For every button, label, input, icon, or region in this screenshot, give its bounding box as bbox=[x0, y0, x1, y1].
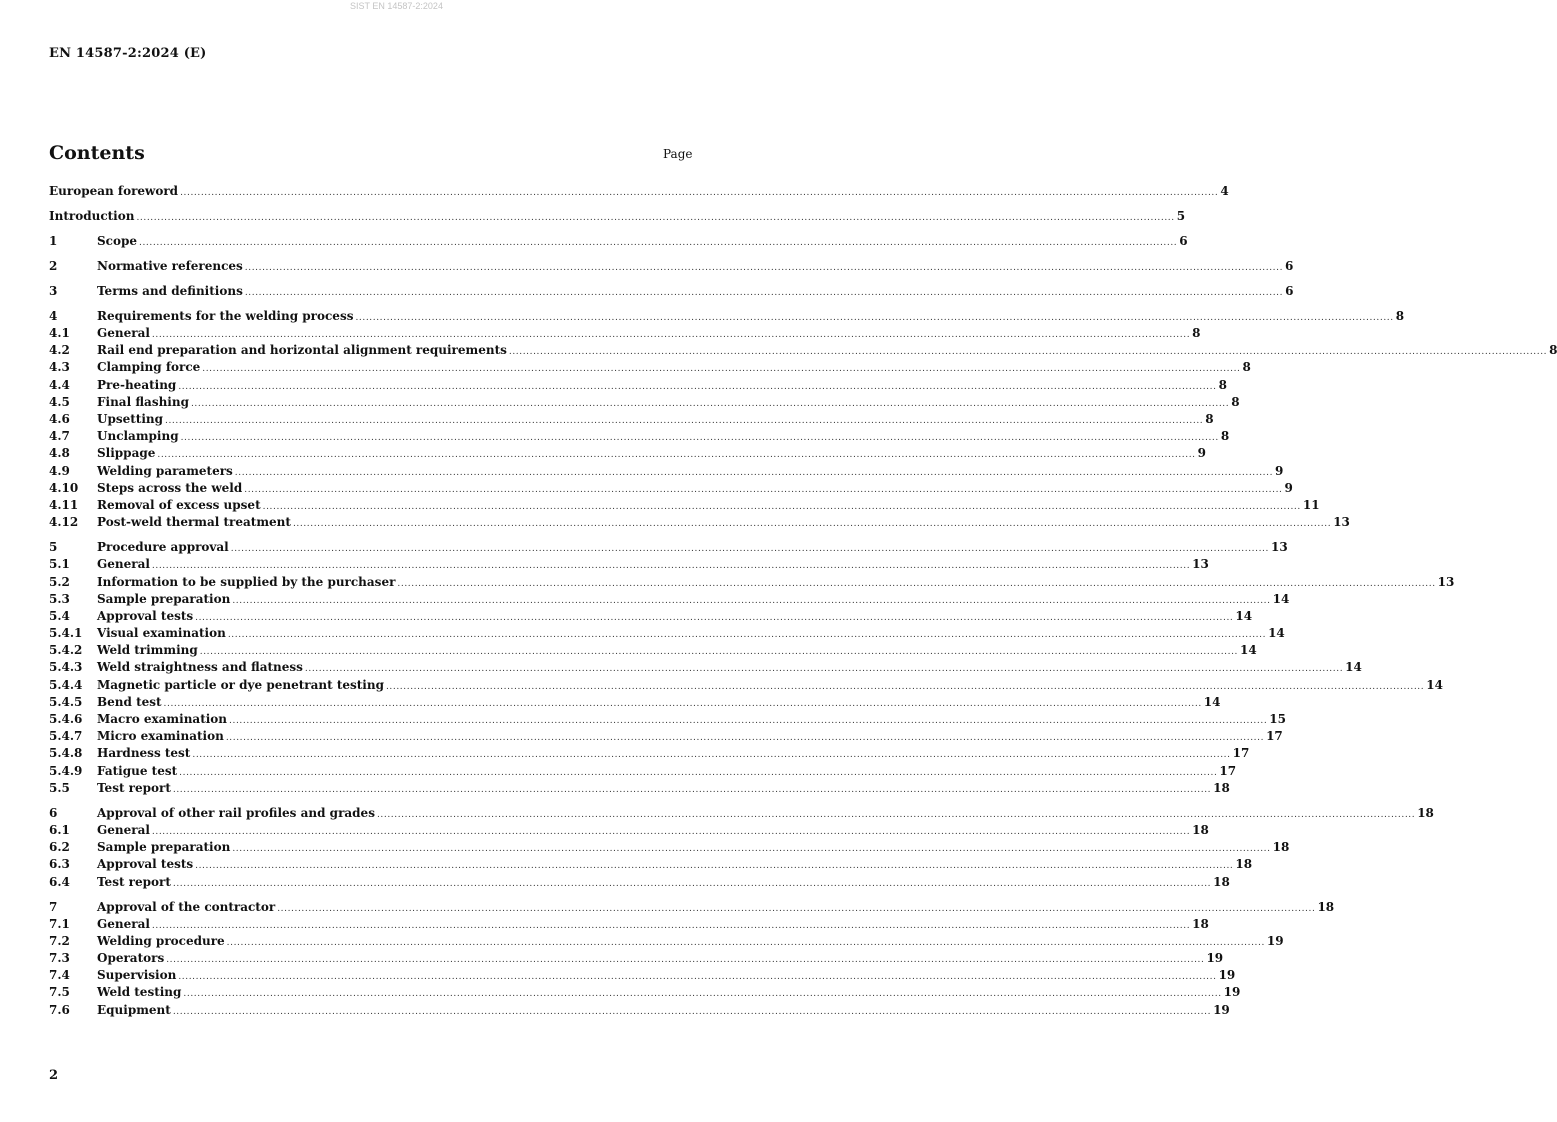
toc-entry-page: 6 bbox=[1179, 233, 1188, 248]
toc-entry-number: 4.7 bbox=[49, 429, 70, 444]
toc-dot-leader: ............................................................................................................................................................................................................................................................................................................ bbox=[172, 784, 1212, 795]
toc-entry-number: 4.3 bbox=[49, 360, 70, 375]
toc-entry-title: Terms and definitions bbox=[97, 283, 243, 298]
toc-entry[interactable] bbox=[49, 746, 1250, 763]
toc-entry-page: 14 bbox=[1235, 608, 1253, 623]
toc-entry[interactable] bbox=[49, 377, 1227, 395]
toc-entry[interactable] bbox=[49, 951, 1224, 968]
toc-entry-page: 6 bbox=[1285, 283, 1294, 298]
toc-entry-number: 5 bbox=[49, 540, 58, 555]
toc-entry[interactable] bbox=[49, 899, 1335, 917]
toc-dot-leader: ............................................................................................................................................................................................................................................................................................................ bbox=[151, 561, 1191, 572]
toc-entry-page: 9 bbox=[1275, 463, 1284, 478]
toc-entry-title: Welding procedure bbox=[97, 933, 225, 948]
toc-entry[interactable] bbox=[49, 557, 1209, 574]
toc-entry-number: 5.5 bbox=[49, 780, 70, 795]
toc-entry-page: 6 bbox=[1285, 258, 1294, 273]
toc-entry-number: 4 bbox=[49, 308, 58, 323]
toc-entry[interactable] bbox=[49, 480, 1293, 498]
toc-entry-page: 18 bbox=[1213, 874, 1230, 889]
toc-dot-leader: ............................................................................................................................................................................................................................................................................................................ bbox=[183, 989, 1222, 1000]
toc-entry-page: 8 bbox=[1220, 429, 1230, 444]
toc-entry[interactable] bbox=[49, 184, 1229, 201]
toc-entry-page: 18 bbox=[1235, 857, 1253, 872]
toc-entry-title: Rail end preparation and horizontal alignment requirements bbox=[97, 343, 507, 358]
toc-entry[interactable] bbox=[49, 626, 1285, 643]
watermark: SIST EN 14587-2:2024 bbox=[350, 1, 443, 11]
toc-dot-leader: ............................................................................................................................................................................................................................................................................................................ bbox=[234, 467, 1274, 478]
toc-entry-page: 13 bbox=[1437, 574, 1455, 589]
toc-dot-leader: ............................................................................................................................................................................................................................................................................................................ bbox=[262, 501, 1301, 512]
toc-entry-number: 5.1 bbox=[49, 557, 70, 572]
toc-entry-title: Test report bbox=[97, 874, 171, 889]
toc-entry[interactable] bbox=[49, 1002, 1230, 1020]
toc-entry-number: 5.3 bbox=[49, 591, 70, 606]
toc-entry-title: Slippage bbox=[97, 446, 156, 461]
toc-entry-title: Steps across the weld bbox=[97, 480, 243, 495]
toc-entry[interactable] bbox=[49, 916, 1209, 934]
toc-entry-title: Final flashing bbox=[97, 394, 189, 409]
table-of-contents bbox=[49, 184, 1557, 1020]
toc-entry[interactable] bbox=[49, 258, 1294, 276]
toc-entry-title: Post-weld thermal treatment bbox=[97, 515, 291, 530]
toc-dot-leader: ............................................................................................................................................................................................................................................................................................................ bbox=[202, 364, 1241, 375]
toc-entry-title: Scope bbox=[97, 233, 138, 248]
toc-dot-leader: ............................................................................................................................................................................................................................................................................................................ bbox=[151, 826, 1191, 837]
toc-entry-number: 1 bbox=[49, 233, 58, 248]
toc-entry-page: 19 bbox=[1266, 933, 1284, 948]
toc-entry-page: 8 bbox=[1192, 326, 1201, 341]
toc-entry-number: 5.4.9 bbox=[49, 763, 83, 778]
toc-entry-title: Fatigue test bbox=[97, 763, 178, 778]
toc-entry-title: General bbox=[97, 822, 150, 837]
toc-entry[interactable] bbox=[49, 933, 1284, 951]
toc-dot-leader: ............................................................................................................................................................................................................................................................................................................ bbox=[172, 878, 1212, 889]
toc-entry-title: Equipment bbox=[97, 1002, 171, 1017]
toc-entry-title: Removal of excess upset bbox=[97, 497, 261, 512]
toc-entry-page: 17 bbox=[1219, 763, 1237, 778]
toc-entry-number: 7.5 bbox=[49, 985, 70, 1000]
toc-entry-title: Approval tests bbox=[97, 857, 194, 872]
toc-entry[interactable] bbox=[49, 412, 1214, 429]
footer-page-number: 2 bbox=[49, 1068, 59, 1083]
toc-entry-title: Weld trimming bbox=[97, 643, 198, 658]
toc-entry[interactable] bbox=[49, 985, 1241, 1002]
toc-dot-leader: ............................................................................................................................................................................................................................................................................................................ bbox=[163, 698, 1202, 709]
toc-dot-leader: ............................................................................................................................................................................................................................................................................................................ bbox=[178, 972, 1217, 983]
toc-dot-leader: ............................................................................................................................................................................................................................................................................................................ bbox=[179, 767, 1218, 778]
toc-entry-number: 4.11 bbox=[49, 497, 79, 512]
toc-entry-number: 4.9 bbox=[49, 463, 70, 478]
toc-entry-title: Macro examination bbox=[97, 712, 228, 727]
toc-dot-leader: ............................................................................................................................................................................................................................................................................................................ bbox=[244, 287, 1284, 298]
toc-entry-page: 18 bbox=[1417, 805, 1434, 820]
toc-dot-leader: ............................................................................................................................................................................................................................................................................................................ bbox=[178, 381, 1217, 392]
toc-entry-title: Approval tests bbox=[97, 608, 194, 623]
toc-entry-title: Upsetting bbox=[97, 412, 164, 427]
toc-dot-leader: ............................................................................................................................................................................................................................................................................................................ bbox=[195, 612, 1234, 623]
toc-entry-title: Requirements for the welding process bbox=[97, 308, 354, 323]
toc-entry-number: 5.4 bbox=[49, 608, 70, 623]
toc-entry-page: 8 bbox=[1242, 360, 1251, 375]
toc-entry-page: 18 bbox=[1192, 916, 1209, 931]
toc-entry[interactable] bbox=[49, 233, 1188, 251]
toc-entry[interactable] bbox=[49, 805, 1434, 823]
toc-entry-number: 4.1 bbox=[49, 326, 70, 341]
toc-dot-leader: ............................................................................................................................................................................................................................................................................................................ bbox=[136, 212, 1175, 223]
toc-entry[interactable] bbox=[49, 283, 1294, 301]
toc-entry-number: 4.8 bbox=[49, 446, 70, 461]
toc-entry-number: 4.4 bbox=[49, 377, 70, 392]
toc-entry[interactable] bbox=[49, 857, 1253, 874]
toc-entry-number: 5.4.4 bbox=[49, 677, 83, 692]
toc-entry-title: Weld straightness and flatness bbox=[97, 660, 303, 675]
toc-entry[interactable] bbox=[49, 840, 1290, 857]
toc-entry[interactable] bbox=[49, 643, 1257, 660]
toc-entry-page: 5 bbox=[1176, 208, 1186, 223]
toc-entry-page: 8 bbox=[1395, 308, 1405, 323]
toc-entry-number: 6.4 bbox=[49, 874, 70, 889]
toc-entry-page: 19 bbox=[1213, 1002, 1230, 1017]
toc-entry-number: 7.1 bbox=[49, 916, 70, 931]
toc-entry-number: 5.4.3 bbox=[49, 660, 83, 675]
toc-entry-page: 17 bbox=[1266, 729, 1283, 744]
toc-entry-page: 14 bbox=[1345, 660, 1362, 675]
toc-entry-page: 13 bbox=[1270, 540, 1288, 555]
toc-entry-page: 14 bbox=[1203, 694, 1221, 709]
toc-entry-title: Sample preparation bbox=[97, 840, 231, 855]
toc-dot-leader: ............................................................................................................................................................................................................................................................................................................ bbox=[292, 519, 1332, 530]
toc-entry[interactable] bbox=[49, 694, 1221, 712]
toc-entry-title: Approval of the contractor bbox=[97, 899, 276, 914]
toc-entry-title: Normative references bbox=[97, 258, 243, 273]
toc-entry-number: 4.2 bbox=[49, 343, 70, 358]
toc-entry-title: Bend test bbox=[97, 694, 162, 709]
toc-dot-leader: ............................................................................................................................................................................................................................................................................................................ bbox=[232, 595, 1271, 606]
toc-entry-number: 4.6 bbox=[49, 412, 70, 427]
toc-entry-title: Introduction bbox=[49, 208, 135, 223]
toc-entry-number: 5.4.5 bbox=[49, 694, 83, 709]
toc-dot-leader: ............................................................................................................................................................................................................................................................................................................ bbox=[166, 955, 1205, 966]
toc-entry[interactable] bbox=[49, 429, 1230, 446]
toc-entry-number: 5.4.8 bbox=[49, 746, 83, 761]
toc-dot-leader: ............................................................................................................................................................................................................................................................................................................ bbox=[508, 347, 1548, 358]
toc-dot-leader: ............................................................................................................................................................................................................................................................................................................ bbox=[230, 544, 1269, 555]
toc-entry-title: Information to be supplied by the purchaser bbox=[97, 574, 396, 589]
toc-entry-page: 13 bbox=[1333, 515, 1350, 530]
toc-entry[interactable] bbox=[49, 591, 1290, 609]
toc-entry-title: European foreword bbox=[49, 184, 179, 198]
toc-entry-number: 5.4.1 bbox=[49, 626, 83, 641]
document-id: EN 14587-2:2024 (E) bbox=[49, 46, 207, 61]
toc-dot-leader: ............................................................................................................................................................................................................................................................................................................ bbox=[195, 861, 1234, 872]
toc-dot-leader: ............................................................................................................................................................................................................................................................................................................ bbox=[199, 647, 1239, 658]
toc-dot-leader: ............................................................................................................................................................................................................................................................................................................ bbox=[139, 237, 1178, 248]
toc-entry-title: Unclamping bbox=[97, 429, 179, 444]
toc-dot-leader: ............................................................................................................................................................................................................................................................................................................ bbox=[277, 903, 1316, 914]
toc-dot-leader: ............................................................................................................................................................................................................................................................................................................ bbox=[225, 733, 1265, 744]
toc-dot-leader: ............................................................................................................................................................................................................................................................................................................ bbox=[180, 188, 1219, 198]
toc-dot-leader: ............................................................................................................................................................................................................................................................................................................ bbox=[180, 433, 1219, 444]
toc-entry[interactable] bbox=[49, 394, 1240, 412]
toc-entry-page: 19 bbox=[1223, 985, 1241, 1000]
toc-entry-page: 19 bbox=[1218, 968, 1236, 983]
toc-entry-title: Procedure approval bbox=[97, 540, 229, 555]
toc-entry-number: 7 bbox=[49, 899, 58, 914]
toc-dot-leader: ............................................................................................................................................................................................................................................................................................................ bbox=[151, 330, 1191, 341]
toc-dot-leader: ............................................................................................................................................................................................................................................................................................................ bbox=[304, 664, 1344, 675]
toc-dot-leader: ............................................................................................................................................................................................................................................................................................................ bbox=[244, 262, 1284, 273]
toc-entry-page: 13 bbox=[1192, 557, 1209, 572]
toc-entry-page: 19 bbox=[1206, 951, 1224, 966]
toc-entry-page: 18 bbox=[1272, 840, 1290, 855]
toc-entry-page: 8 bbox=[1218, 377, 1227, 392]
toc-entry[interactable] bbox=[49, 660, 1362, 677]
toc-entry-title: Pre-heating bbox=[97, 377, 177, 392]
toc-entry-title: Weld testing bbox=[97, 985, 182, 1000]
toc-entry-title: Welding parameters bbox=[97, 463, 233, 478]
toc-entry-title: General bbox=[97, 326, 150, 341]
toc-entry-title: Clamping force bbox=[97, 360, 201, 375]
toc-entry[interactable] bbox=[49, 326, 1201, 343]
toc-entry-number: 6.1 bbox=[49, 822, 70, 837]
toc-entry-number: 5.4.2 bbox=[49, 643, 83, 658]
toc-entry[interactable] bbox=[49, 968, 1236, 985]
toc-entry-number: 2 bbox=[49, 258, 58, 273]
toc-entry-page: 14 bbox=[1426, 677, 1443, 692]
toc-entry-number: 7.4 bbox=[49, 968, 70, 983]
toc-dot-leader: ............................................................................................................................................................................................................................................................................................................ bbox=[397, 578, 1436, 589]
toc-entry[interactable] bbox=[49, 780, 1230, 798]
toc-entry[interactable] bbox=[49, 343, 1557, 360]
toc-entry-page: 9 bbox=[1284, 480, 1293, 495]
toc-entry-page: 8 bbox=[1549, 343, 1557, 358]
toc-entry[interactable] bbox=[49, 446, 1206, 463]
toc-entry-title: Visual examination bbox=[97, 626, 226, 641]
toc-entry-title: Micro examination bbox=[97, 729, 224, 744]
toc-dot-leader: ............................................................................................................................................................................................................................................................................................................ bbox=[376, 809, 1416, 820]
toc-entry-number: 4.10 bbox=[49, 480, 79, 495]
toc-entry-page: 18 bbox=[1192, 822, 1209, 837]
toc-entry[interactable] bbox=[49, 763, 1237, 781]
toc-dot-leader: ............................................................................................................................................................................................................................................................................................................ bbox=[151, 920, 1191, 931]
toc-entry-page: 17 bbox=[1232, 746, 1250, 761]
toc-entry-number: 4.5 bbox=[49, 394, 70, 409]
toc-entry-number: 7.6 bbox=[49, 1002, 70, 1017]
toc-entry[interactable] bbox=[49, 677, 1443, 695]
toc-entry-page: 14 bbox=[1268, 626, 1285, 641]
toc-entry-title: Approval of other rail profiles and grades bbox=[97, 805, 375, 820]
toc-entry-page: 14 bbox=[1240, 643, 1257, 658]
toc-entry[interactable] bbox=[49, 308, 1405, 326]
toc-entry[interactable] bbox=[49, 463, 1284, 481]
toc-dot-leader: ............................................................................................................................................................................................................................................................................................................ bbox=[192, 750, 1231, 761]
toc-dot-leader: ............................................................................................................................................................................................................................................................................................................ bbox=[232, 844, 1271, 855]
toc-entry[interactable] bbox=[49, 874, 1230, 892]
toc-dot-leader: ............................................................................................................................................................................................................................................................................................................ bbox=[385, 681, 1425, 692]
toc-entry-number: 5.4.7 bbox=[49, 729, 83, 744]
toc-entry-number: 5.2 bbox=[49, 574, 70, 589]
toc-entry-page: 15 bbox=[1269, 712, 1286, 727]
toc-dot-leader: ............................................................................................................................................................................................................................................................................................................ bbox=[227, 630, 1267, 641]
toc-entry-title: Operators bbox=[97, 951, 165, 966]
toc-entry[interactable] bbox=[49, 712, 1286, 729]
toc-entry-title: Supervision bbox=[97, 968, 177, 983]
toc-dot-leader: ............................................................................................................................................................................................................................................................................................................ bbox=[226, 937, 1265, 948]
toc-entry[interactable] bbox=[49, 608, 1253, 626]
toc-entry-number: 7.2 bbox=[49, 933, 70, 948]
toc-dot-leader: ............................................................................................................................................................................................................................................................................................................ bbox=[157, 450, 1196, 461]
toc-dot-leader: ............................................................................................................................................................................................................................................................................................................ bbox=[190, 398, 1230, 409]
toc-dot-leader: ............................................................................................................................................................................................................................................................................................................ bbox=[229, 716, 1268, 727]
toc-dot-leader: ............................................................................................................................................................................................................................................................................................................ bbox=[165, 416, 1204, 427]
toc-entry-page: 14 bbox=[1272, 591, 1290, 606]
toc-entry[interactable] bbox=[49, 515, 1350, 532]
toc-entry[interactable] bbox=[49, 360, 1251, 377]
toc-dot-leader: ............................................................................................................................................................................................................................................................................................................ bbox=[355, 312, 1394, 323]
toc-entry[interactable] bbox=[49, 574, 1455, 592]
toc-entry-number: 3 bbox=[49, 283, 58, 298]
toc-entry[interactable] bbox=[49, 497, 1320, 515]
toc-entry[interactable] bbox=[49, 729, 1283, 746]
toc-entry-page: 8 bbox=[1231, 394, 1240, 409]
toc-entry-page: 11 bbox=[1302, 497, 1320, 512]
toc-entry[interactable] bbox=[49, 540, 1288, 557]
toc-entry-page: 18 bbox=[1317, 899, 1335, 914]
toc-entry-title: Hardness test bbox=[97, 746, 191, 761]
toc-entry-page: 18 bbox=[1213, 780, 1230, 795]
toc-entry-page: 4 bbox=[1220, 184, 1229, 198]
toc-entry-title: General bbox=[97, 916, 150, 931]
toc-entry-title: Test report bbox=[97, 780, 171, 795]
page-title: Contents bbox=[49, 142, 145, 164]
toc-dot-leader: ............................................................................................................................................................................................................................................................................................................ bbox=[172, 1006, 1212, 1017]
toc-entry-title: Sample preparation bbox=[97, 591, 231, 606]
toc-entry-number: 6.3 bbox=[49, 857, 70, 872]
toc-entry-page: 9 bbox=[1197, 446, 1206, 461]
toc-entry[interactable] bbox=[49, 822, 1209, 840]
toc-entry[interactable] bbox=[49, 208, 1186, 226]
toc-entry-number: 5.4.6 bbox=[49, 712, 83, 727]
toc-entry-number: 7.3 bbox=[49, 951, 70, 966]
toc-entry-title: General bbox=[97, 557, 150, 572]
page-column-label: Page bbox=[663, 147, 693, 161]
toc-entry-number: 4.12 bbox=[49, 515, 79, 530]
toc-dot-leader: ............................................................................................................................................................................................................................................................................................................ bbox=[244, 484, 1283, 495]
toc-entry-page: 8 bbox=[1205, 412, 1214, 427]
toc-entry-title: Magnetic particle or dye penetrant testing bbox=[97, 677, 384, 692]
toc-entry-number: 6.2 bbox=[49, 840, 70, 855]
toc-entry-number: 6 bbox=[49, 805, 58, 820]
